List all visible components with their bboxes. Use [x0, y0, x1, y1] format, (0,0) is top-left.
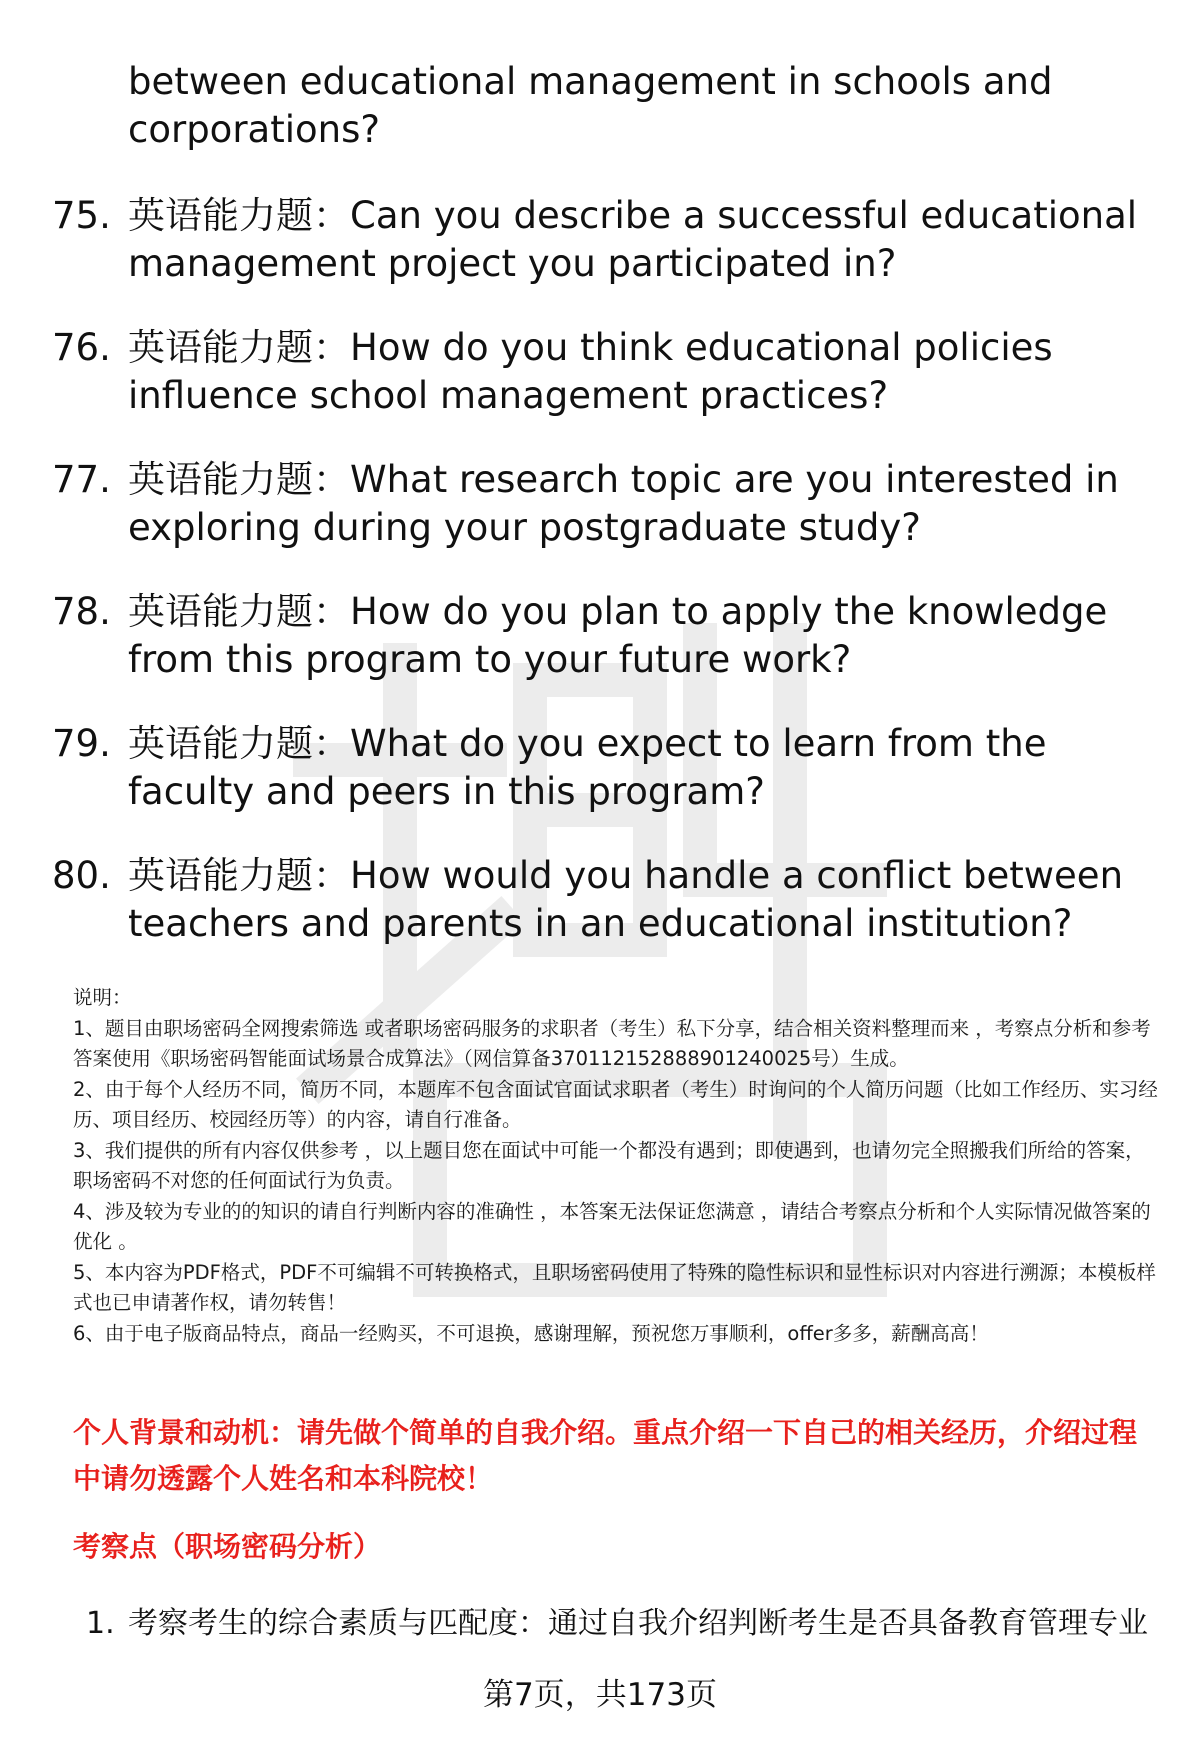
question-text: between educational management in schools and corporations?: [128, 60, 1053, 151]
note-item-6: 6、由于电子版商品特点，商品一经购买，不可退换，感谢理解，预祝您万事顺利，offer多多，薪酬高高！: [73, 1321, 989, 1345]
assessment-point-number: 1.: [86, 1606, 115, 1641]
question-number: 79.: [52, 722, 111, 765]
question-prefix: 英语能力题：: [128, 194, 350, 237]
note-item-5: 5、本内容为PDF格式，PDF不可编辑不可转换格式，且职场密码使用了特殊的隐性标识和显性标识对内容进行溯源；本模板样式也已申请著作权，请勿转售！: [73, 1260, 1156, 1314]
question-item-77: [52, 456, 1162, 552]
question-item-75: [52, 192, 1162, 288]
question-text: How do you plan to apply the knowledge from this program to your future work?: [128, 590, 1108, 681]
assessment-point-text: 考察考生的综合素质与匹配度：通过自我介绍判断考生是否具备教育管理专业: [128, 1606, 1148, 1641]
question-number: 80.: [52, 854, 111, 897]
note-item-2: 2、由于每个人经历不同，简历不同，本题库不包含面试官面试求职者（考生）时询问的个人简历问题（比如工作经历、实习经历、项目经历、校园经历等）的内容，请自行准备。: [73, 1077, 1158, 1131]
note-item-1: 1、题目由职场密码全网搜索筛选 或者职场密码服务的求职者（考生）私下分享，结合相关资料整理而来 ，考察点分析和参考答案使用《职场密码智能面试场景合成算法》（网信算备370112152888901240025号）生成。: [73, 1016, 1151, 1070]
question-prefix: 英语能力题：: [128, 590, 350, 633]
question-item-79: [52, 720, 1162, 816]
section-subtitle: 考察点（职场密码分析）: [73, 1530, 382, 1563]
assessment-point: [86, 1600, 1166, 1648]
section-question-title: 个人背景和动机：请先做个简单的自我介绍。重点介绍一下自己的相关经历，介绍过程中请勿透露个人姓名和本科院校！: [73, 1416, 1138, 1495]
note-item-3: 3、我们提供的所有内容仅供参考 ，以上题目您在面试中可能一个都没有遇到；即使遇到，也请勿完全照搬我们所给的答案，职场密码不对您的任何面试行为负责。: [73, 1138, 1145, 1192]
question-number: 75.: [52, 194, 111, 237]
note-item-4: 4、涉及较为专业的的知识的请自行判断内容的准确性 ，本答案无法保证您满意 ，请结合考察点分析和个人实际情况做答案的优化 。: [73, 1199, 1151, 1253]
question-prefix: 英语能力题：: [128, 722, 350, 765]
page-footer: 第7页，共173页: [483, 1677, 717, 1713]
question-prefix: 英语能力题：: [128, 326, 350, 369]
question-list: [52, 58, 1162, 984]
question-prefix: 英语能力题：: [128, 854, 350, 897]
question-item-74-continued: [52, 58, 1162, 154]
question-text: How would you handle a conflict between teachers and parents in an educational institution?: [128, 854, 1124, 945]
notes-heading: 说明：: [73, 986, 132, 1009]
question-text: Can you describe a successful educational management project you participated in?: [128, 194, 1138, 285]
question-number: 78.: [52, 590, 111, 633]
question-number: 76.: [52, 326, 111, 369]
question-text: How do you think educational policies influence school management practices?: [128, 326, 1053, 417]
question-prefix: 英语能力题：: [128, 458, 350, 501]
notes-section: [73, 983, 1163, 1349]
question-item-80: [52, 852, 1162, 948]
question-text: What do you expect to learn from the faculty and peers in this program?: [128, 722, 1047, 813]
question-item-76: [52, 324, 1162, 420]
question-text: What research topic are you interested in exploring during your postgraduate study?: [128, 458, 1119, 549]
question-item-78: [52, 588, 1162, 684]
question-number: 77.: [52, 458, 111, 501]
